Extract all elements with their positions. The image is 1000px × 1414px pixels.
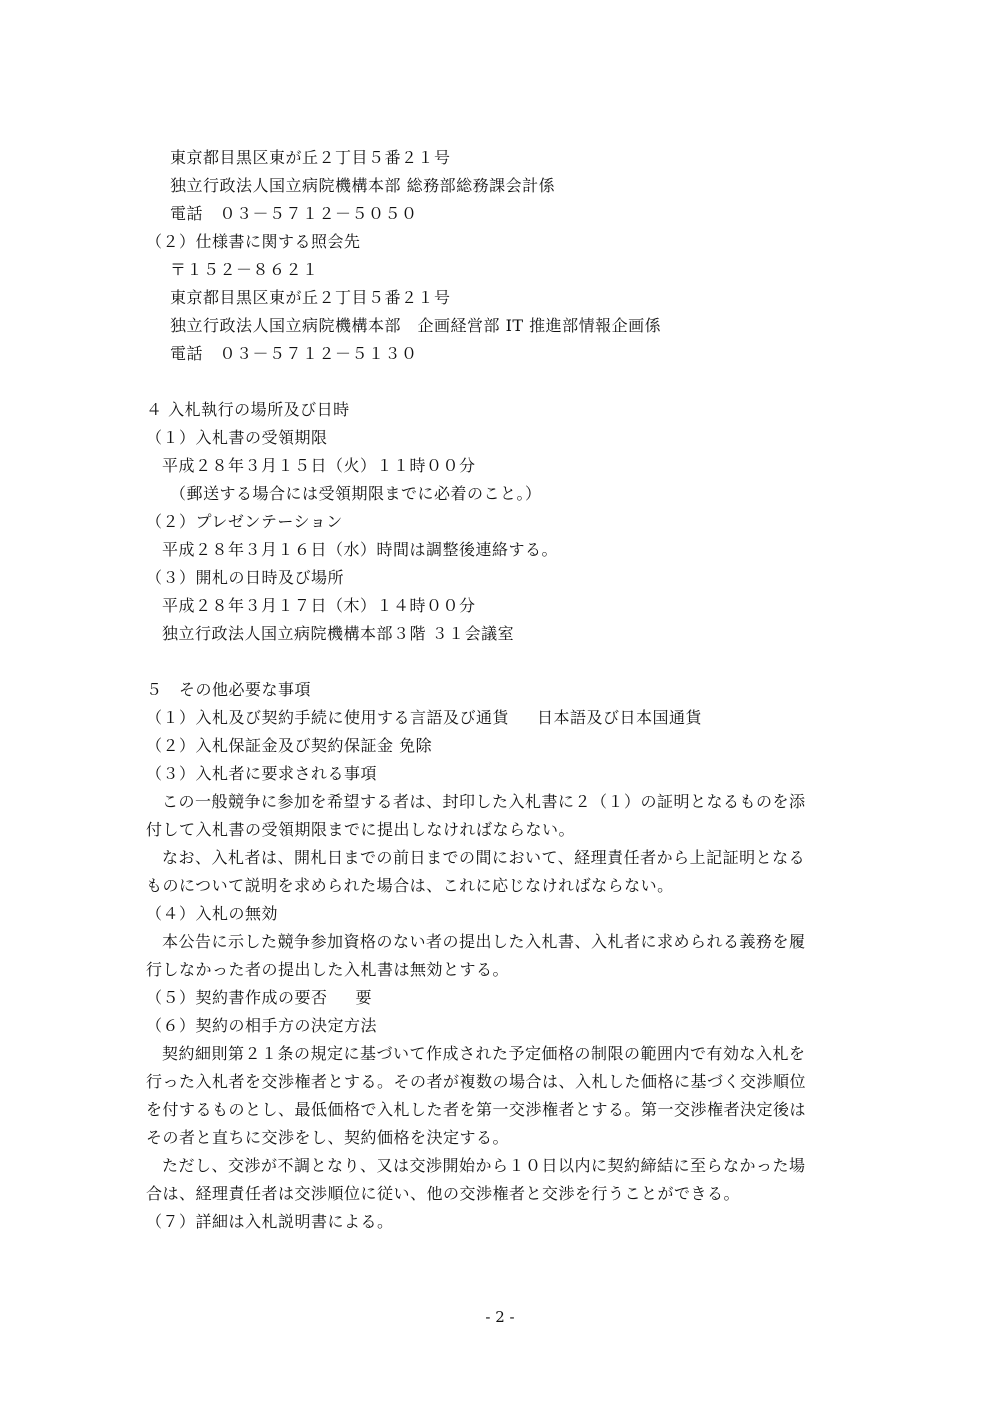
- section-4-3-place: 独立行政法人国立病院機構本部３階 ３１会議室: [162, 624, 515, 643]
- page-number: - 2 -: [485, 1308, 515, 1326]
- section-4-1-note: （郵送する場合には受領期限までに必着のこと。）: [170, 484, 542, 503]
- section-5-3-para2-line2: ものについて説明を求められた場合は、これに応じなければならない。: [146, 876, 674, 895]
- section-5-6-line3: を付するものとし、最低価格で入札した者を第一交渉権者とする。第一交渉権者決定後は: [146, 1100, 807, 1119]
- section-5-5-value: 要: [355, 988, 373, 1007]
- section-4-2-heading: （２）プレゼンテーション: [146, 512, 343, 531]
- section-5-6-line5: ただし、交渉が不調となり、又は交渉開始から１０日以内に契約締結に至らなかった場: [162, 1156, 806, 1175]
- section-4-heading: ４ 入札執行の場所及び日時: [146, 400, 350, 419]
- section-5-7: （７）詳細は入札説明書による。: [146, 1212, 394, 1231]
- section-5-1-value: 日本語及び日本国通貨: [537, 708, 703, 727]
- contact-phone-1: 電話 ０３－５７１２－５０５０: [170, 204, 418, 223]
- section-5-6-heading: （６）契約の相手方の決定方法: [146, 1016, 378, 1035]
- section-5-6-line1: 契約細則第２１条の規定に基づいて作成された予定価格の制限の範囲内で有効な入札を: [162, 1044, 806, 1063]
- spec-inquiry-heading: （２）仕様書に関する照会先: [146, 232, 361, 251]
- section-5-3-para1-line1: この一般競争に参加を希望する者は、封印した入札書に２（１）の証明となるものを添: [162, 792, 806, 811]
- section-4-1-heading: （１）入札書の受領期限: [146, 428, 328, 447]
- contact-org-2: 独立行政法人国立病院機構本部 企画経営部 IT 推進部情報企画係: [170, 316, 662, 335]
- section-5-6-line4: その者と直ちに交渉をし、契約価格を決定する。: [146, 1128, 510, 1147]
- section-5-3-para1-line2: 付して入札書の受領期限までに提出しなければならない。: [146, 820, 576, 839]
- section-5-1: [146, 704, 866, 732]
- section-5-3-para2-line1: なお、入札者は、開札日までの前日までの間において、経理責任者から上記証明となる: [162, 848, 806, 867]
- section-5-6-line6: 合は、経理責任者は交渉順位に従い、他の交渉権者と交渉を行うことができる。: [146, 1184, 741, 1203]
- contact-postal: 〒１５２－８６２１: [170, 260, 319, 279]
- contact-org-1: 独立行政法人国立病院機構本部 総務部総務課会計係: [170, 176, 556, 195]
- section-5-5: [146, 984, 866, 1012]
- section-4-3-date: 平成２８年３月１７日（木）１４時００分: [162, 596, 476, 615]
- section-5-4-heading: （４）入札の無効: [146, 904, 279, 923]
- section-4-2-text: 平成２８年３月１６日（水）時間は調整後連絡する。: [162, 540, 559, 559]
- section-4-1-date: 平成２８年３月１５日（火）１１時００分: [162, 456, 476, 475]
- section-5-6-line2: 行った入札者を交渉権者とする。その者が複数の場合は、入札した価格に基づく交渉順位: [146, 1072, 807, 1091]
- section-5-2: （２）入札保証金及び契約保証金 免除: [146, 736, 433, 755]
- section-5-4-line2: 行しなかった者の提出した入札書は無効とする。: [146, 960, 510, 979]
- section-5-4-line1: 本公告に示した競争参加資格のない者の提出した入札書、入札者に求められる義務を履: [162, 932, 806, 951]
- contact-address-1: 東京都目黒区東が丘２丁目５番２１号: [170, 148, 451, 167]
- section-5-5-label: （５）契約書作成の要否: [146, 988, 328, 1007]
- section-5-1-label: （１）入札及び契約手続に使用する言語及び通貨: [146, 708, 510, 727]
- section-5-heading: ５ その他必要な事項: [146, 680, 312, 699]
- contact-address-2: 東京都目黒区東が丘２丁目５番２１号: [170, 288, 451, 307]
- section-4-3-heading: （３）開札の日時及び場所: [146, 568, 345, 587]
- contact-phone-2: 電話 ０３－５７１２－５１３０: [170, 344, 418, 363]
- section-5-3-heading: （３）入札者に要求される事項: [146, 764, 378, 783]
